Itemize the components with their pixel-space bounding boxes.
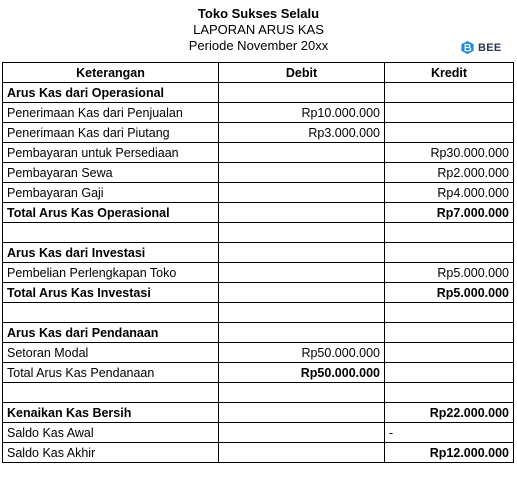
- row-debit: Rp3.000.000: [219, 123, 385, 143]
- row-label: Setoran Modal: [3, 343, 219, 363]
- table-row: [3, 183, 514, 203]
- row-kredit: -: [385, 423, 514, 443]
- row-kredit: [385, 223, 514, 243]
- row-debit: [219, 263, 385, 283]
- table-row: [3, 283, 514, 303]
- table-row: [3, 143, 514, 163]
- table-row: [3, 383, 514, 403]
- row-label: Penerimaan Kas dari Penjualan: [3, 103, 219, 123]
- table-row: [3, 83, 514, 103]
- row-debit: [219, 223, 385, 243]
- row-label: Pembelian Perlengkapan Toko: [3, 263, 219, 283]
- row-label: Arus Kas dari Pendanaan: [3, 323, 219, 343]
- row-debit: [219, 323, 385, 343]
- cash-flow-table: [2, 62, 514, 463]
- logo-text: BEE: [478, 41, 502, 54]
- row-kredit: Rp5.000.000: [385, 263, 514, 283]
- row-kredit: Rp2.000.000: [385, 163, 514, 183]
- row-label: Total Arus Kas Pendanaan: [3, 363, 219, 383]
- row-debit: [219, 283, 385, 303]
- row-label: [3, 383, 219, 403]
- row-kredit: [385, 323, 514, 343]
- row-kredit: [385, 83, 514, 103]
- row-label: Total Arus Kas Investasi: [3, 283, 219, 303]
- row-label: Arus Kas dari Operasional: [3, 83, 219, 103]
- row-debit: [219, 383, 385, 403]
- row-debit: [219, 443, 385, 463]
- column-header-keterangan: Keterangan: [3, 63, 219, 83]
- table-row: [3, 343, 514, 363]
- row-kredit: Rp12.000.000: [385, 443, 514, 463]
- row-debit: [219, 183, 385, 203]
- row-kredit: [385, 363, 514, 383]
- row-debit: Rp10.000.000: [219, 103, 385, 123]
- row-label: Pembayaran Gaji: [3, 183, 219, 203]
- row-kredit: [385, 383, 514, 403]
- row-debit: [219, 163, 385, 183]
- row-label: Kenaikan Kas Bersih: [3, 403, 219, 423]
- column-header-kredit: Kredit: [385, 63, 514, 83]
- row-kredit: [385, 123, 514, 143]
- column-header-debit: Debit: [219, 63, 385, 83]
- table-row: [3, 243, 514, 263]
- table-row: [3, 123, 514, 143]
- row-label: Penerimaan Kas dari Piutang: [3, 123, 219, 143]
- row-kredit: [385, 303, 514, 323]
- table-row: [3, 223, 514, 243]
- row-kredit: Rp30.000.000: [385, 143, 514, 163]
- row-kredit: [385, 343, 514, 363]
- table-row: [3, 403, 514, 423]
- row-debit: [219, 203, 385, 223]
- row-debit: Rp50.000.000: [219, 343, 385, 363]
- report-period: Periode November 20xx: [188, 38, 329, 53]
- row-kredit: Rp7.000.000: [385, 203, 514, 223]
- report-title: LAPORAN ARUS KAS: [193, 22, 324, 37]
- row-debit: [219, 83, 385, 103]
- table-header-row: [3, 63, 514, 83]
- table-row: [3, 303, 514, 323]
- company-name: Toko Sukses Selalu: [197, 6, 320, 21]
- row-debit: [219, 243, 385, 263]
- row-label: Saldo Kas Akhir: [3, 443, 219, 463]
- table-row: [3, 423, 514, 443]
- row-label: Arus Kas dari Investasi: [3, 243, 219, 263]
- row-kredit: [385, 243, 514, 263]
- row-kredit: Rp5.000.000: [385, 283, 514, 303]
- table-row: [3, 203, 514, 223]
- row-label: Total Arus Kas Operasional: [3, 203, 219, 223]
- row-label: Pembayaran untuk Persediaan: [3, 143, 219, 163]
- table-row: [3, 263, 514, 283]
- row-debit: [219, 143, 385, 163]
- table-row: [3, 443, 514, 463]
- row-debit: [219, 403, 385, 423]
- table-row: [3, 103, 514, 123]
- row-debit: [219, 303, 385, 323]
- row-label: Pembayaran Sewa: [3, 163, 219, 183]
- report-header: [0, 6, 517, 54]
- row-label: Saldo Kas Awal: [3, 423, 219, 443]
- row-kredit: Rp22.000.000: [385, 403, 514, 423]
- bee-hexagon-icon: [460, 40, 475, 55]
- row-debit: [219, 423, 385, 443]
- row-kredit: [385, 103, 514, 123]
- table-row: [3, 323, 514, 343]
- row-label: [3, 303, 219, 323]
- table-row: [3, 163, 514, 183]
- table-row: [3, 363, 514, 383]
- row-label: [3, 223, 219, 243]
- bee-logo: [460, 40, 502, 55]
- row-kredit: Rp4.000.000: [385, 183, 514, 203]
- row-debit: Rp50.000.000: [219, 363, 385, 383]
